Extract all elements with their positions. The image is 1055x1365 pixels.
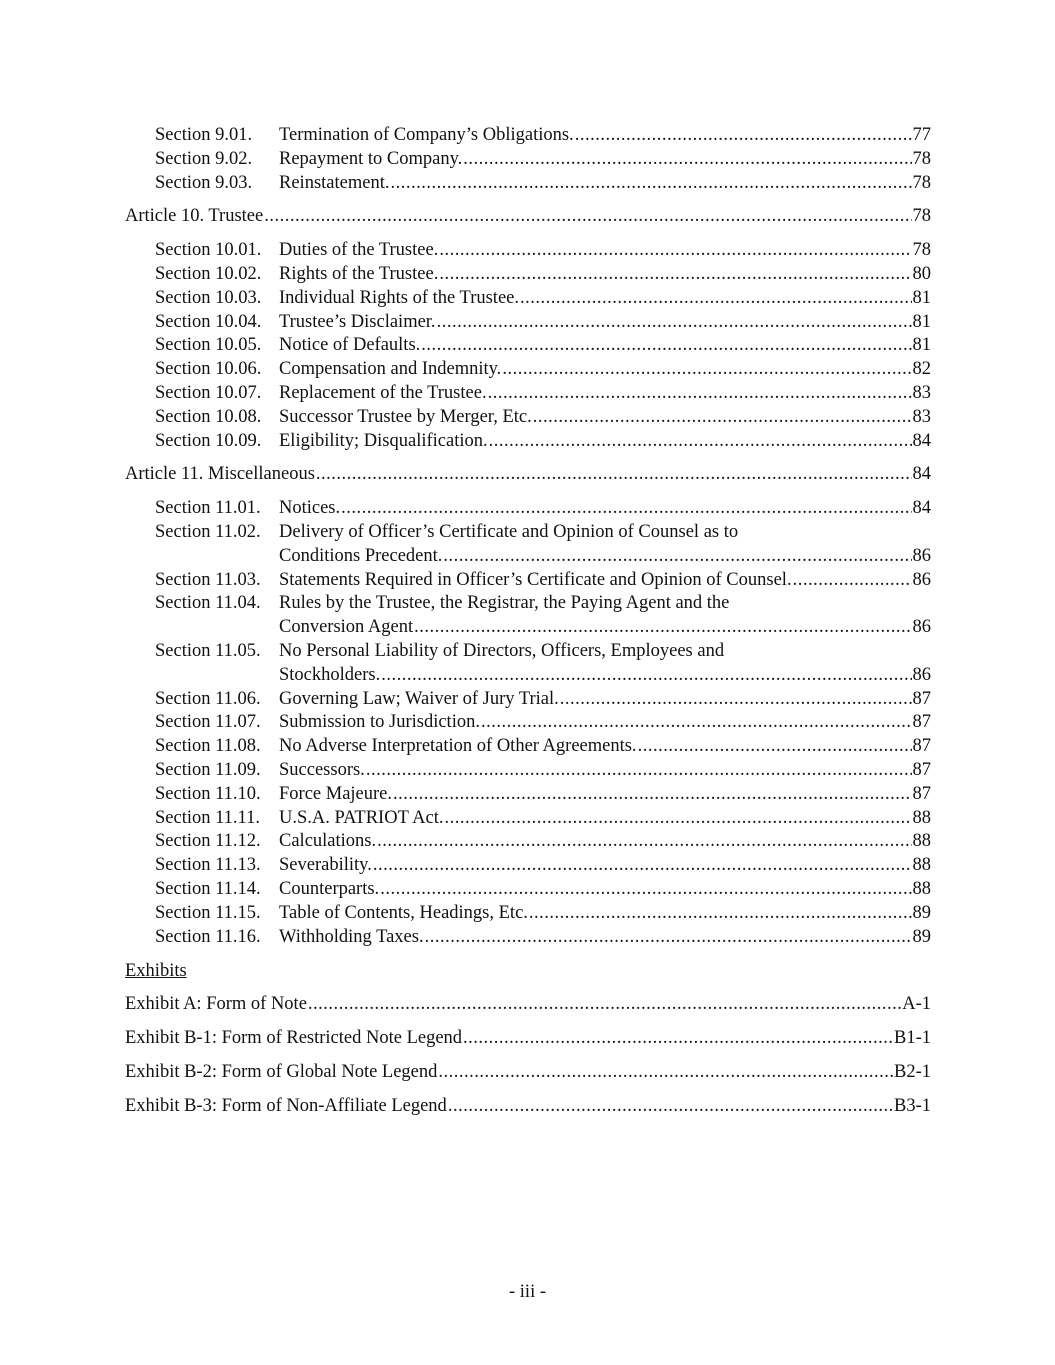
page-number: 80 <box>912 263 931 284</box>
toc-entry-section-11-01[interactable] <box>125 497 931 521</box>
page-footer-number: - iii - <box>509 1282 546 1302</box>
dot-leader <box>638 735 912 759</box>
toc-entry-section-10-04[interactable] <box>125 311 931 335</box>
section-title: Rules by the Trustee, the Registrar, the Paying Agent and the <box>279 593 730 614</box>
section-title: Reinstatement. <box>279 172 390 193</box>
dot-leader <box>264 205 911 229</box>
page-number: B1-1 <box>894 1028 931 1049</box>
toc-entry-section-11-02[interactable] <box>125 521 931 569</box>
page-number: B3-1 <box>894 1095 931 1116</box>
page-number: 88 <box>912 878 931 899</box>
page-number: 87 <box>912 783 931 804</box>
section-number: Section 9.02. <box>155 148 253 169</box>
toc-entry-section-11-12[interactable] <box>125 830 931 854</box>
section-title-line-2 <box>125 545 931 569</box>
page-number: 84 <box>912 464 931 485</box>
toc-entry-section-9-03[interactable] <box>125 172 931 196</box>
page-number: 83 <box>912 382 931 403</box>
toc-entry-exhibit-a[interactable] <box>125 993 931 1017</box>
dot-leader <box>793 569 912 593</box>
section-title: No Personal Liability of Directors, Officers, Employees and <box>279 640 725 661</box>
page-number: 87 <box>912 736 931 757</box>
section-title: Compensation and Indemnity. <box>279 359 502 380</box>
toc-entry-section-11-03[interactable] <box>125 569 931 593</box>
section-number: Section 10.09. <box>155 430 262 451</box>
section-title: Replacement of the Trustee. <box>279 382 487 403</box>
toc-entry-section-11-04[interactable] <box>125 592 931 640</box>
toc-entry-section-11-16[interactable] <box>125 926 931 950</box>
page-number: 81 <box>912 287 931 308</box>
section-number: Section 10.06. <box>155 359 262 380</box>
toc-entry-section-9-01[interactable] <box>125 124 931 148</box>
dot-leader <box>438 1061 893 1085</box>
article-11-sections <box>125 497 931 949</box>
section-title-line-1 <box>125 592 931 616</box>
dot-leader <box>481 711 912 735</box>
dot-leader <box>377 830 911 854</box>
dot-leader <box>529 902 912 926</box>
toc-entry-section-10-05[interactable] <box>125 334 931 358</box>
page-number: 84 <box>912 430 931 451</box>
dot-leader <box>448 1095 893 1119</box>
table-of-contents <box>125 124 931 1118</box>
section-number: Section 11.14. <box>155 878 261 899</box>
dot-leader <box>414 616 911 640</box>
page-number: 78 <box>912 206 931 227</box>
toc-entry-section-11-15[interactable] <box>125 902 931 926</box>
section-title: No Adverse Interpretation of Other Agreements. <box>279 736 637 757</box>
toc-entry-section-11-07[interactable] <box>125 711 931 735</box>
toc-entry-article-10[interactable] <box>125 205 931 229</box>
page-number: 78 <box>912 148 931 169</box>
section-title: Individual Rights of the Trustee. <box>279 287 519 308</box>
page-number: 78 <box>912 172 931 193</box>
dot-leader <box>439 239 911 263</box>
section-number: Section 11.11. <box>155 807 260 828</box>
exhibit-title: Exhibit B-3: Form of Non-Affiliate Legend <box>125 1095 447 1116</box>
dot-leader <box>502 358 911 382</box>
section-number: Section 11.08. <box>155 736 261 757</box>
section-number: Section 11.06. <box>155 688 261 709</box>
section-title: U.S.A. PATRIOT Act. <box>279 807 444 828</box>
section-title: Duties of the Trustee. <box>279 240 439 261</box>
page-number: 88 <box>912 855 931 876</box>
section-number: Section 10.07. <box>155 382 262 403</box>
toc-entry-section-10-06[interactable] <box>125 358 931 382</box>
dot-leader <box>463 148 911 172</box>
section-number: Section 11.04. <box>155 593 261 614</box>
section-title: Notice of Defaults. <box>279 335 421 356</box>
dot-leader <box>575 124 912 148</box>
section-title: Repayment to Company. <box>279 148 463 169</box>
page-number: 77 <box>912 125 931 145</box>
toc-entry-section-10-07[interactable] <box>125 382 931 406</box>
toc-entry-section-10-08[interactable] <box>125 406 931 430</box>
toc-entry-section-11-08[interactable] <box>125 735 931 759</box>
dot-leader <box>520 287 912 311</box>
toc-entry-section-11-06[interactable] <box>125 688 931 712</box>
page-number: 88 <box>912 807 931 828</box>
section-number: Section 11.01. <box>155 498 261 519</box>
dot-leader <box>380 878 911 902</box>
section-number: Section 9.01. <box>155 125 253 145</box>
section-title: Severability. <box>279 855 372 876</box>
page-number: 86 <box>912 545 931 566</box>
section-number: Section 10.01. <box>155 240 262 261</box>
dot-leader <box>393 783 911 807</box>
exhibit-title: Exhibit B-2: Form of Global Note Legend <box>125 1061 438 1082</box>
section-title-line-2 <box>125 664 931 688</box>
section-title: Force Majeure. <box>279 783 393 804</box>
section-number: Section 10.04. <box>155 311 262 332</box>
page-number: 78 <box>912 240 931 261</box>
page-number: 89 <box>912 902 931 923</box>
exhibit-title: Exhibit B-1: Form of Restricted Note Legend <box>125 1028 463 1049</box>
dot-leader <box>444 807 911 831</box>
toc-entry-section-11-14[interactable] <box>125 878 931 902</box>
dot-leader <box>308 993 901 1017</box>
toc-entry-section-11-11[interactable] <box>125 807 931 831</box>
section-title-line-1 <box>125 521 931 545</box>
dot-leader <box>341 497 911 521</box>
section-title: Table of Contents, Headings, Etc. <box>279 902 528 923</box>
section-title: Trustee’s Disclaimer. <box>279 311 436 332</box>
section-title: Eligibility; Disqualification. <box>279 430 488 451</box>
section-title: Rights of the Trustee. <box>279 263 439 284</box>
section-title: Termination of Company’s Obligations. <box>279 125 574 145</box>
article-9-sections <box>125 124 931 195</box>
toc-entry-section-10-01[interactable] <box>125 239 931 263</box>
section-number: Section 11.16. <box>155 926 261 947</box>
section-number: Section 11.12. <box>155 831 261 852</box>
page-number: 83 <box>912 406 931 427</box>
section-title: Governing Law; Waiver of Jury Trial. <box>279 688 559 709</box>
toc-entry-article-11[interactable] <box>125 463 931 487</box>
dot-leader <box>381 664 911 688</box>
dot-leader <box>463 1027 893 1051</box>
section-number: Section 9.03. <box>155 172 253 193</box>
toc-entry-exhibit-b-2[interactable] <box>125 1061 931 1085</box>
section-number: Section 10.08. <box>155 406 262 427</box>
page-number: 81 <box>912 311 931 332</box>
section-number: Section 10.05. <box>155 335 262 356</box>
dot-leader <box>533 406 912 430</box>
page-number: A-1 <box>902 994 931 1015</box>
section-number: Section 11.07. <box>155 712 261 733</box>
article-title: Article 10. Trustee <box>125 206 264 227</box>
section-number: Section 11.03. <box>155 569 261 590</box>
section-number: Section 10.03. <box>155 287 262 308</box>
section-number: Section 11.15. <box>155 902 261 923</box>
section-title-continued: Stockholders. <box>279 664 381 685</box>
dot-leader <box>560 688 912 712</box>
exhibits-heading[interactable]: Exhibits <box>125 961 187 982</box>
section-number: Section 11.02. <box>155 521 261 542</box>
page-number: 86 <box>912 617 931 638</box>
section-title: Withholding Taxes. <box>279 926 424 947</box>
section-title: Successors. <box>279 759 365 780</box>
page-number: 86 <box>912 664 931 685</box>
section-number: Section 11.10. <box>155 783 261 804</box>
page-number: 82 <box>912 359 931 380</box>
dot-leader <box>437 311 912 335</box>
dot-leader <box>488 382 912 406</box>
section-title-line-1 <box>125 640 931 664</box>
dot-leader <box>373 854 912 878</box>
page-number: 88 <box>912 831 931 852</box>
section-title: Delivery of Officer’s Certificate and Opinion of Counsel as to <box>279 521 739 542</box>
page-number: 87 <box>912 759 931 780</box>
dot-leader <box>390 172 911 196</box>
page-number: 84 <box>912 498 931 519</box>
section-number: Section 11.13. <box>155 855 261 876</box>
toc-entry-section-11-13[interactable] <box>125 854 931 878</box>
dot-leader <box>425 926 912 950</box>
page-number: 81 <box>912 335 931 356</box>
toc-entry-section-11-05[interactable] <box>125 640 931 688</box>
page-number: 89 <box>912 926 931 947</box>
section-title-continued: Conditions Precedent. <box>279 545 443 566</box>
article-10-sections <box>125 239 931 453</box>
exhibit-title: Exhibit A: Form of Note <box>125 994 307 1015</box>
toc-entry-exhibit-b-3[interactable] <box>125 1095 931 1119</box>
page-number: 86 <box>912 569 931 590</box>
section-title: Calculations. <box>279 831 377 852</box>
dot-leader <box>366 759 912 783</box>
toc-entry-section-10-03[interactable] <box>125 287 931 311</box>
toc-entry-section-10-02[interactable] <box>125 263 931 287</box>
section-title-continued: Conversion Agent <box>279 617 414 638</box>
page-number: 87 <box>912 712 931 733</box>
dot-leader <box>443 545 911 569</box>
section-number: Section 10.02. <box>155 263 262 284</box>
dot-leader <box>421 334 911 358</box>
section-title: Statements Required in Officer’s Certificate and Opinion of Counsel. <box>279 569 792 590</box>
toc-entry-section-9-02[interactable] <box>125 148 931 172</box>
section-number: Section 11.09. <box>155 759 261 780</box>
dot-leader <box>316 463 912 487</box>
article-title: Article 11. Miscellaneous <box>125 464 315 485</box>
section-title-line-2 <box>125 616 931 640</box>
section-title: Counterparts. <box>279 878 380 899</box>
toc-entry-section-11-10[interactable] <box>125 783 931 807</box>
section-title: Notices. <box>279 498 341 519</box>
section-number: Section 11.05. <box>155 640 261 661</box>
toc-entry-section-11-09[interactable] <box>125 759 931 783</box>
dot-leader <box>489 430 912 454</box>
section-title: Successor Trustee by Merger, Etc. <box>279 406 532 427</box>
dot-leader <box>439 263 911 287</box>
toc-entry-exhibit-b-1[interactable] <box>125 1027 931 1051</box>
section-title: Submission to Jurisdiction. <box>279 712 480 733</box>
toc-entry-section-10-09[interactable] <box>125 430 931 454</box>
page-number: 87 <box>912 688 931 709</box>
page-number: B2-1 <box>894 1061 931 1082</box>
